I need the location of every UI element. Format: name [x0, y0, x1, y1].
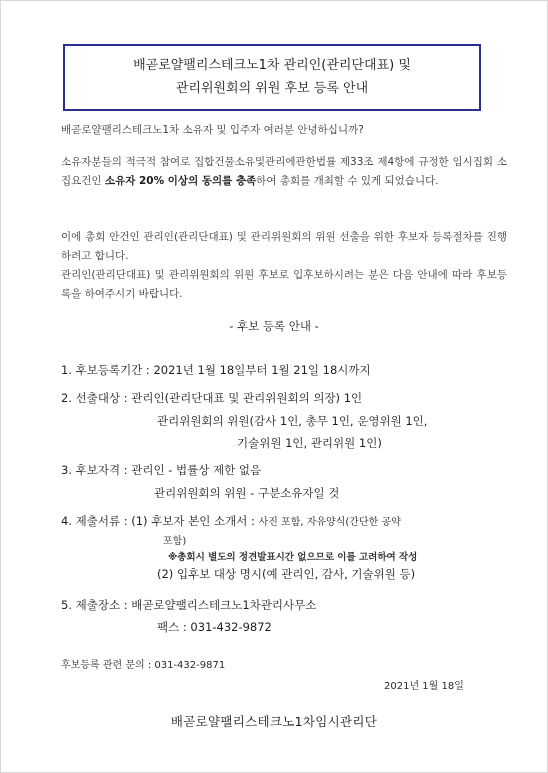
document-date: 2021년 1월 18일	[384, 681, 464, 692]
item-target-2: 관리위원회의 위원(감사 1인, 총무 1인, 운영위원 1인,	[157, 414, 428, 428]
title-box	[63, 44, 481, 111]
item-documents-note: ※총회시 별도의 정견발표시간 없으므로 이를 고려하여 작성	[168, 552, 418, 563]
item-qualification-2: 관리위원회의 위원 - 구분소유자일 것	[154, 486, 340, 500]
item-target-3: 기술위원 1인, 관리위원 1인)	[237, 436, 382, 450]
title-line-1: 배곧로얄팰리스테크노1차 관리인(관리단대표) 및	[133, 58, 411, 73]
title-line-2: 관리위원회의 위원 후보 등록 안내	[175, 81, 369, 96]
signature: 배곧로얄팰리스테크노1차임시관리단	[170, 714, 378, 729]
item-documents-1-main: 4. 제출서류 : (1) 후보자 본인 소개서 :	[61, 514, 259, 528]
item-period: 1. 후보등록기간 : 2021년 1월 18일부터 1월 21일 18시까지	[61, 363, 371, 377]
item-place-1: 5. 제출장소 : 배곧로얄팰리스테크노1차관리사무소	[61, 598, 317, 612]
item-documents-1	[61, 513, 531, 529]
section-heading: - 후보 등록 안내 -	[229, 319, 319, 333]
item-documents-1-detail: 사진 포함, 자유양식(간단한 공약	[258, 517, 401, 528]
paragraph-quorum-bold: 소유자 20% 이상의 동의를 충족	[104, 175, 257, 187]
item-documents-2: (2) 입후보 대상 명시(예 관리인, 감사, 기술위원 등)	[157, 567, 416, 581]
paragraph-quorum-pre: 소유자분들의 적극적 참여로 집합건물소유및관리에관한법률 제33조 제4항에 규정한 임시집회 소집요건인	[61, 156, 507, 187]
greeting: 배곧로얄팰리스테크노1차 소유자 및 입주자 여러분 안녕하십니까?	[61, 124, 364, 136]
paragraph-election: 이에 총회 안건인 관리인(관리단대표) 및 관리위원회의 위원 선출을 위한 후보자 등록절차를 진행하려고 합니다.	[61, 231, 507, 262]
paragraph-quorum	[61, 153, 507, 191]
item-target-1: 2. 선출대상 : 관리인(관리단대표 및 관리위원회의 의장) 1인	[61, 391, 363, 405]
inquiry-line: 후보등록 관련 문의 : 031-432-9871	[61, 660, 226, 671]
item-qualification-1: 3. 후보자격 : 관리인 - 법률상 제한 없음	[61, 463, 262, 477]
paragraph-application: 관리인(관리단대표) 및 관리위원회의 위원 후보로 입후보하시려는 분은 다음 안내에 따라 후보등록을 하여주시기 바랍니다.	[61, 269, 507, 300]
item-place-2: 팩스 : 031-432-9872	[157, 620, 272, 634]
item-documents-1-cont: 포함)	[163, 536, 187, 547]
paragraph-quorum-post: 하여 총회를 개최할 수 있게 되었습니다.	[256, 175, 439, 187]
